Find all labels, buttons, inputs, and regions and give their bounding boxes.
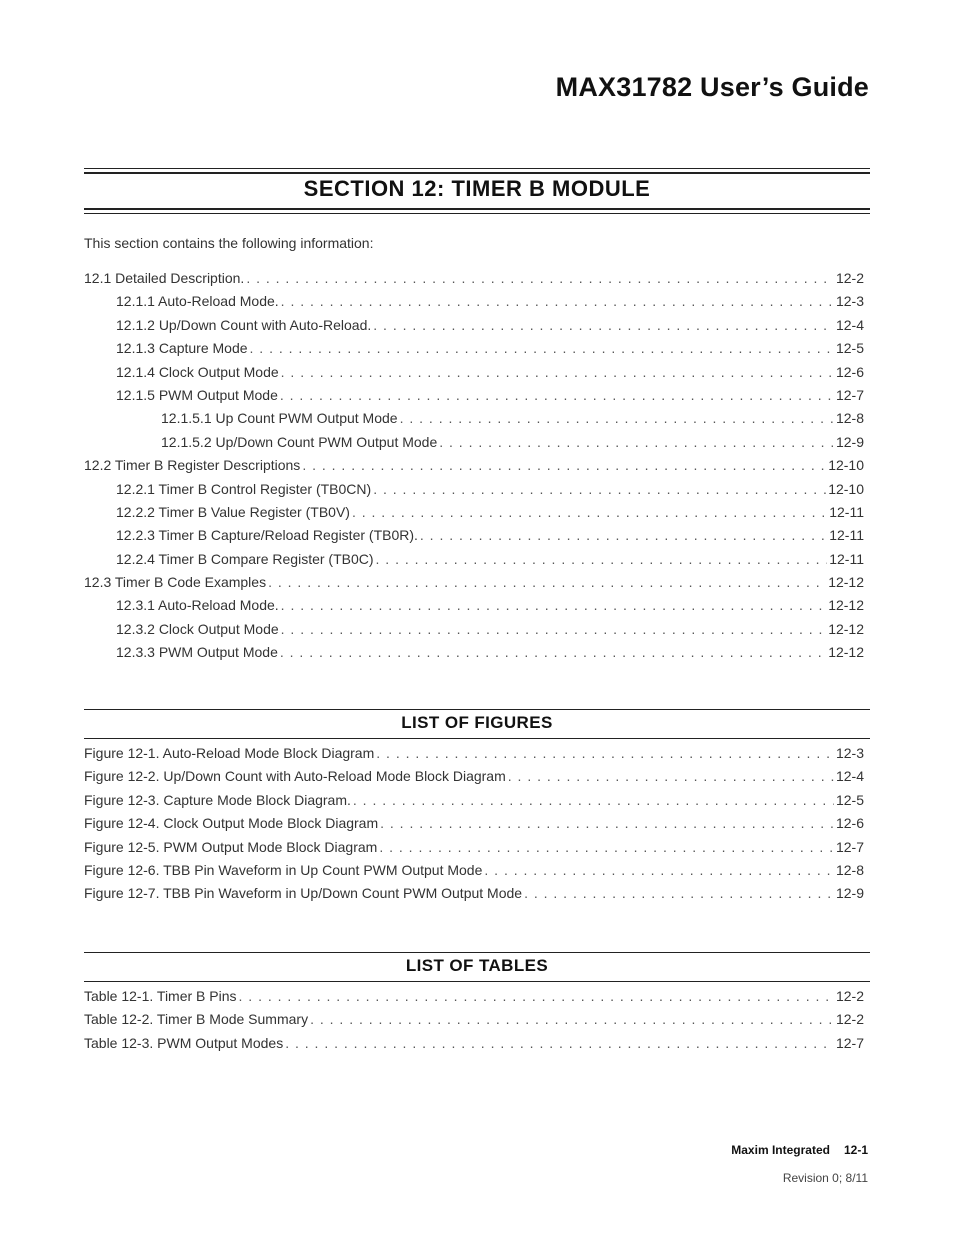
toc-entry[interactable]: 12.3 Timer B Code Examples . . . 12-12 xyxy=(84,574,864,597)
section-title: SECTION 12: TIMER B MODULE xyxy=(303,176,651,201)
banner-rule xyxy=(84,172,870,174)
toc-entry[interactable]: 12.2 Timer B Register Descriptions . . . 12-10 xyxy=(84,457,864,480)
toc-entry[interactable]: 12.1.2 Up/Down Count with Auto-Reload. . . . 12-4 xyxy=(84,317,864,340)
tables-heading: LIST OF TABLES xyxy=(405,956,549,975)
tables-list xyxy=(84,988,864,1058)
footer-brand xyxy=(731,1143,868,1157)
company-name: Maxim Integrated xyxy=(731,1143,830,1157)
toc-entry[interactable]: 12.2.3 Timer B Capture/Reload Register (TB0R). . . . 12-11 xyxy=(84,527,864,550)
banner-rule xyxy=(84,981,870,982)
figures-banner xyxy=(84,709,870,739)
figure-entry[interactable]: Figure 12-2. Up/Down Count with Auto-Reload Mode Block Diagram . . . 12-4 xyxy=(84,768,864,791)
figure-entry[interactable]: Figure 12-5. PWM Output Mode Block Diagram . . . 12-7 xyxy=(84,839,864,862)
toc-entry[interactable]: 12.2.2 Timer B Value Register (TB0V) . . . 12-11 xyxy=(84,504,864,527)
section-banner xyxy=(84,168,870,216)
document-title: MAX31782 User’s Guide xyxy=(555,72,869,102)
figures-heading: LIST OF FIGURES xyxy=(401,713,553,732)
toc-entry[interactable]: 12.1.3 Capture Mode . . . 12-5 xyxy=(84,340,864,363)
toc-entry[interactable]: 12.1.1 Auto-Reload Mode. . . . 12-3 xyxy=(84,293,864,316)
banner-rule xyxy=(84,208,870,210)
banner-rule xyxy=(84,952,870,953)
figure-entry[interactable]: Figure 12-7. TBB Pin Waveform in Up/Down Count PWM Output Mode . . . 12-9 xyxy=(84,885,864,908)
table-entry[interactable]: Table 12-1. Timer B Pins . . . 12-2 xyxy=(84,988,864,1011)
toc-entry[interactable]: 12.2.1 Timer B Control Register (TB0CN) . . . 12-10 xyxy=(84,481,864,504)
contents-list xyxy=(84,270,864,668)
toc-entry[interactable]: 12.3.3 PWM Output Mode . . . 12-12 xyxy=(84,644,864,667)
figure-entry[interactable]: Figure 12-3. Capture Mode Block Diagram. . . . 12-5 xyxy=(84,792,864,815)
toc-entry[interactable]: 12.1.5.1 Up Count PWM Output Mode . . . 12-8 xyxy=(84,410,864,433)
banner-rule xyxy=(84,168,870,169)
figure-entry[interactable]: Figure 12-6. TBB Pin Waveform in Up Count PWM Output Mode . . . 12-8 xyxy=(84,862,864,885)
tables-banner xyxy=(84,952,870,982)
toc-entry[interactable]: 12.2.4 Timer B Compare Register (TB0C) . . . 12-11 xyxy=(84,551,864,574)
toc-entry[interactable]: 12.3.2 Clock Output Mode . . . 12-12 xyxy=(84,621,864,644)
revision-text: Revision 0; 8/11 xyxy=(782,1171,868,1185)
page-number: 12-1 xyxy=(843,1143,868,1157)
toc-entry[interactable]: 12.1.5.2 Up/Down Count PWM Output Mode . . . 12-9 xyxy=(84,434,864,457)
table-entry[interactable]: Table 12-2. Timer B Mode Summary . . . 12-2 xyxy=(84,1011,864,1034)
banner-rule xyxy=(84,709,870,710)
figure-entry[interactable]: Figure 12-1. Auto-Reload Mode Block Diagram . . . 12-3 xyxy=(84,745,864,768)
banner-rule xyxy=(84,738,870,739)
toc-entry[interactable]: 12.1.4 Clock Output Mode . . . 12-6 xyxy=(84,364,864,387)
banner-rule xyxy=(84,213,870,214)
table-entry[interactable]: Table 12-3. PWM Output Modes . . . 12-7 xyxy=(84,1035,864,1058)
figures-list xyxy=(84,745,864,909)
toc-entry[interactable]: 12.1.5 PWM Output Mode . . . 12-7 xyxy=(84,387,864,410)
toc-entry[interactable]: 12.3.1 Auto-Reload Mode. . . . 12-12 xyxy=(84,597,864,620)
toc-entry[interactable]: 12.1 Detailed Description. . . . 12-2 xyxy=(84,270,864,293)
figure-entry[interactable]: Figure 12-4. Clock Output Mode Block Diagram . . . 12-6 xyxy=(84,815,864,838)
intro-text: This section contains the following information: xyxy=(84,235,374,251)
